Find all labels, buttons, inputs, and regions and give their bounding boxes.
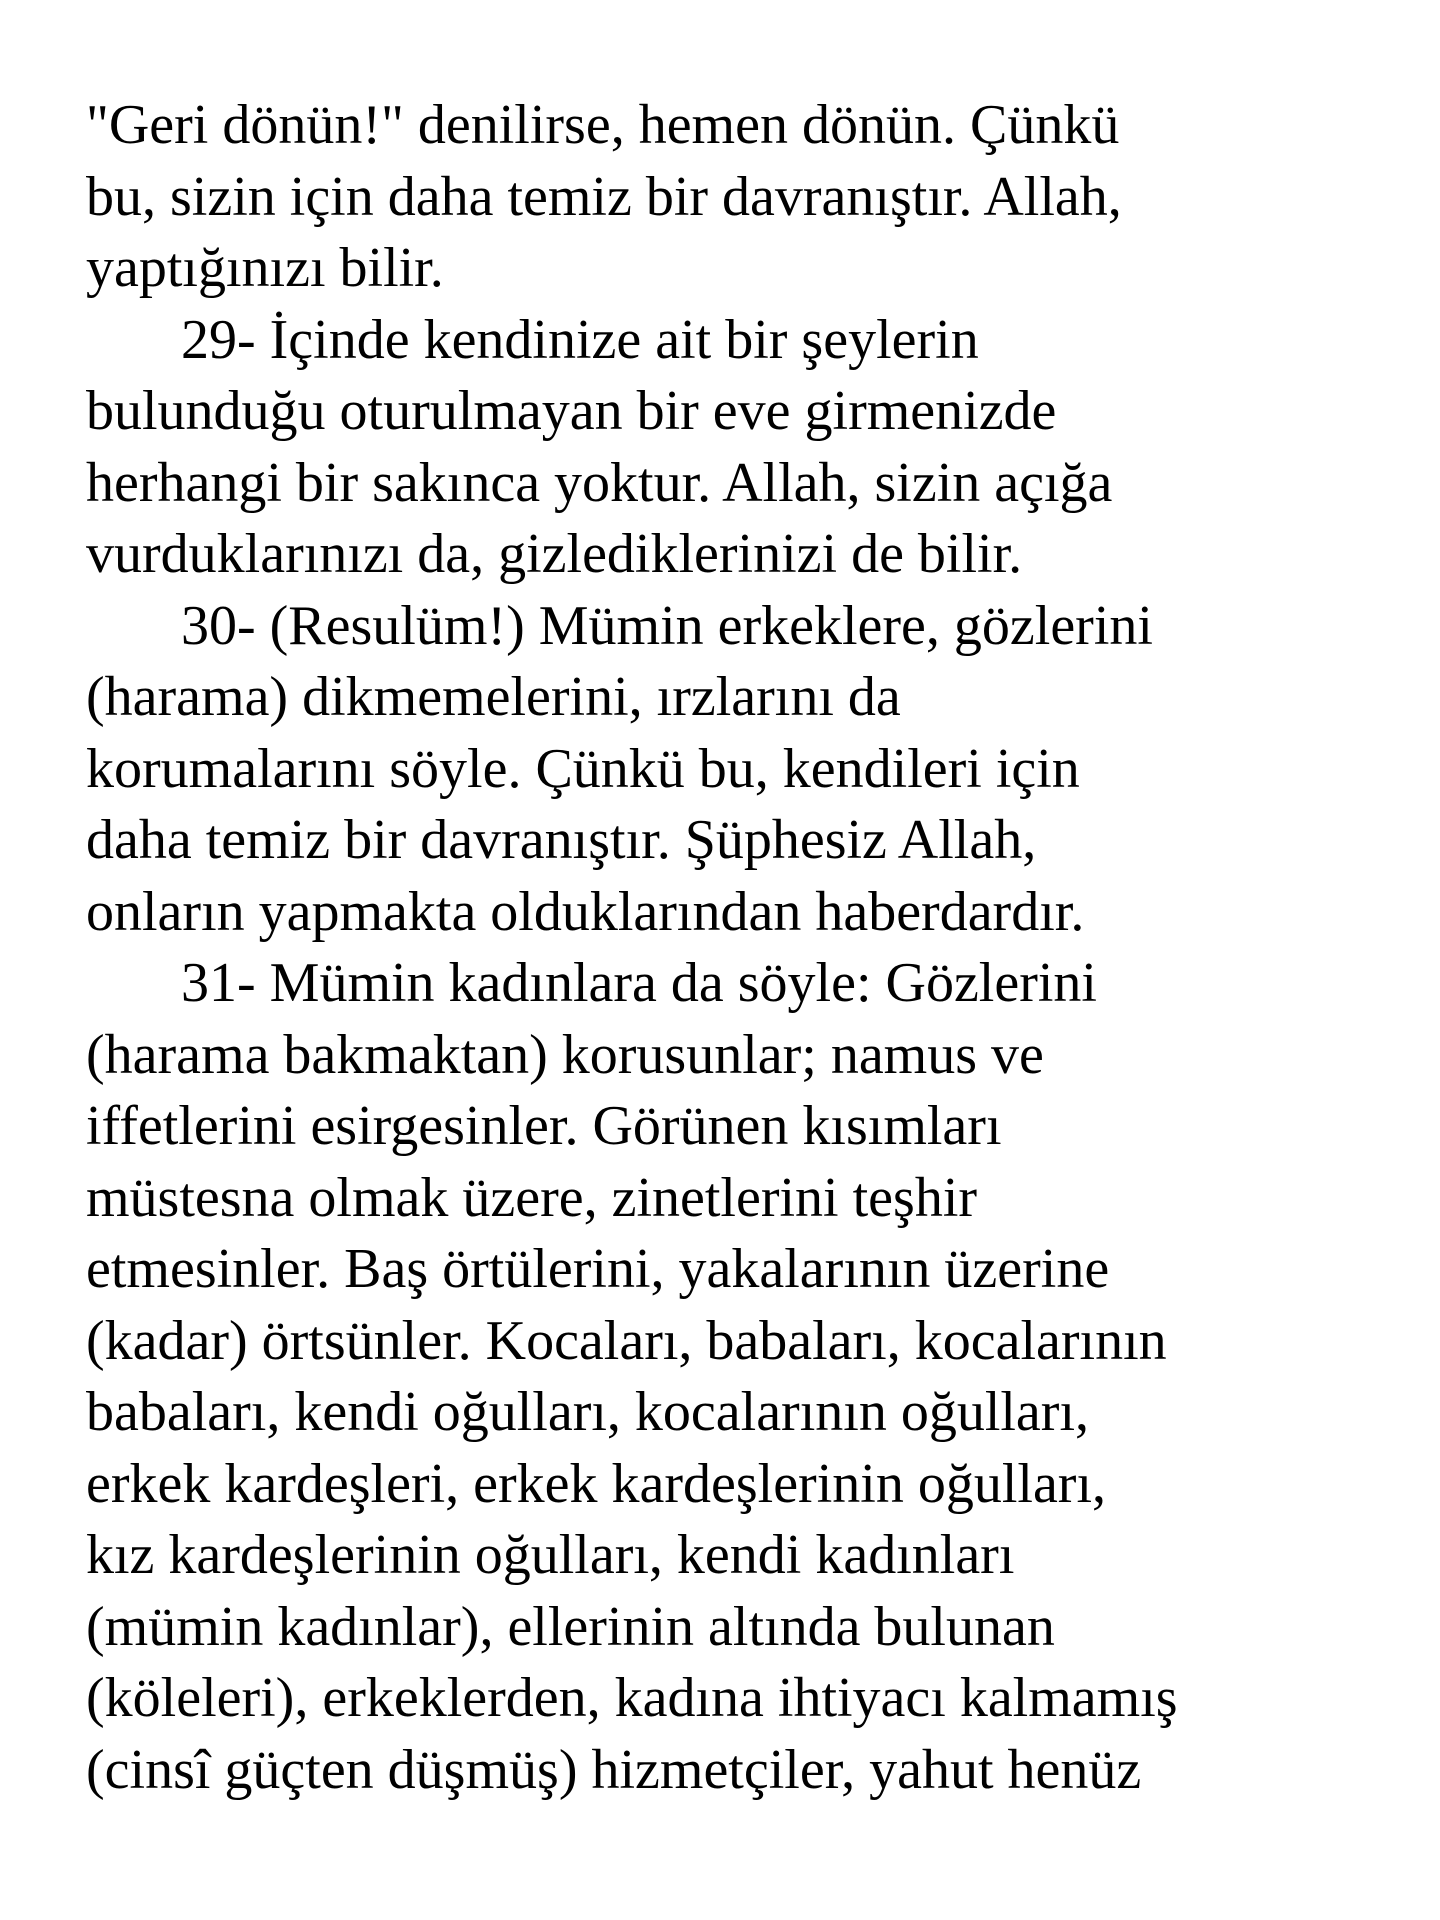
text-line: (köleleri), erkeklerden, kadına ihtiyacı kalmamış bbox=[86, 1667, 1178, 1729]
text-line: (harama bakmaktan) korusunlar; namus ve bbox=[86, 1023, 1044, 1086]
text-line: babaları, kendi oğulları, kocalarının oğulları, bbox=[86, 1381, 1089, 1443]
body-text bbox=[86, 90, 1416, 1806]
text-line: bulunduğu oturulmayan bir eve girmenizde bbox=[86, 380, 1057, 442]
text-line: iffetlerini esirgesinler. Görünen kısımları bbox=[86, 1095, 1002, 1157]
text-line: (cinsî güçten düşmüş) hizmetçiler, yahut henüz bbox=[86, 1738, 1142, 1801]
text-line: erkek kardeşleri, erkek kardeşlerinin oğulları, bbox=[86, 1452, 1107, 1515]
text-line: vurduklarınızı da, gizlediklerinizi de bilir. bbox=[86, 523, 1023, 585]
text-line: onların yapmakta olduklarından haberdardır. bbox=[86, 880, 1085, 943]
text-line: (harama) dikmemelerini, ırzlarını da bbox=[86, 666, 901, 728]
verse-first-line: 31- Mümin kadınlara da söyle: Gözlerini bbox=[181, 952, 1097, 1014]
text-line: bu, sizin için daha temiz bir davranıştır. Allah, bbox=[86, 165, 1122, 228]
text-line: (mümin kadınlar), ellerinin altında bulunan bbox=[86, 1595, 1055, 1658]
verse-first-line: 29- İçinde kendinize ait bir şeylerin bbox=[181, 308, 979, 371]
text-line: etmesinler. Baş örtülerini, yakalarının üzerine bbox=[86, 1238, 1110, 1300]
verse-first-line: 30- (Resulüm!) Mümin erkeklere, gözlerini bbox=[181, 594, 1153, 657]
text-line: müstesna olmak üzere, zinetlerini teşhir bbox=[86, 1166, 978, 1229]
text-line: korumalarını söyle. Çünkü bu, kendileri için bbox=[86, 737, 1080, 800]
text-line: (kadar) örtsünler. Kocaları, babaları, kocalarının bbox=[86, 1309, 1167, 1372]
text-line: daha temiz bir davranıştır. Şüphesiz Allah, bbox=[86, 809, 1037, 871]
text-line: "Geri dönün!" denilirse, hemen dönün. Çünkü bbox=[86, 94, 1120, 156]
text-line: yaptığınızı bilir. bbox=[86, 237, 444, 299]
text-line: herhangi bir sakınca yoktur. Allah, sizin açığa bbox=[86, 451, 1113, 514]
text-line: kız kardeşlerinin oğulları, kendi kadınları bbox=[86, 1524, 1015, 1586]
